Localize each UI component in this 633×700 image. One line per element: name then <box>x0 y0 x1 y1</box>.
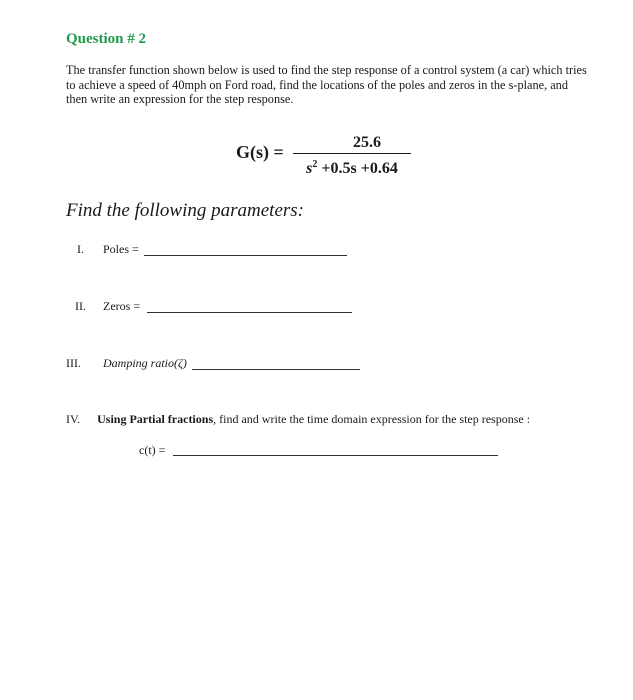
intro-paragraph <box>66 63 596 107</box>
damping-ratio-answer-line[interactable] <box>192 369 360 370</box>
item-step-response <box>66 412 530 427</box>
item-label-rest: , find and write the time domain expression for the step response : <box>213 412 531 426</box>
section-heading: Find the following parameters: <box>66 200 305 221</box>
step-response-row <box>139 443 509 461</box>
item-label: Zeros = <box>103 299 141 313</box>
formula-denominator <box>293 155 411 179</box>
poles-answer-line[interactable] <box>144 255 347 256</box>
fraction-bar <box>293 153 411 154</box>
intro-line: then write an expression for the step response. <box>66 92 294 106</box>
item-numeral: II. <box>75 299 86 313</box>
intro-line: to achieve a speed of 40mph on Ford road, find the locations of the poles and zeros in the s-plane, and <box>66 77 568 92</box>
step-response-answer-line[interactable] <box>173 455 498 456</box>
denominator-variable: s <box>306 160 313 177</box>
item-zeros <box>75 299 375 317</box>
item-poles <box>77 242 377 260</box>
denominator-rest: +0.5s +0.64 <box>317 160 398 177</box>
formula-numerator: 25.6 <box>353 134 381 151</box>
item-numeral: IV. <box>66 412 81 426</box>
item-numeral: III. <box>66 356 81 370</box>
formula-fraction <box>293 134 411 179</box>
denominator-exponent: 2 <box>312 159 318 170</box>
item-label: Damping ratio(ζ) <box>103 356 187 370</box>
step-response-label: c(t) = <box>139 443 166 457</box>
intro-line: The transfer function shown below is used to find the step response of a control system (a car) which tries <box>66 63 587 77</box>
question-title: Question # 2 <box>66 31 147 47</box>
zeros-answer-line[interactable] <box>147 312 352 313</box>
formula-lhs: G(s) = <box>236 142 284 162</box>
item-numeral: I. <box>77 242 84 256</box>
item-damping-ratio <box>66 356 386 374</box>
item-label-bold: Using Partial fractions <box>97 412 214 426</box>
item-label: Poles = <box>103 242 139 256</box>
